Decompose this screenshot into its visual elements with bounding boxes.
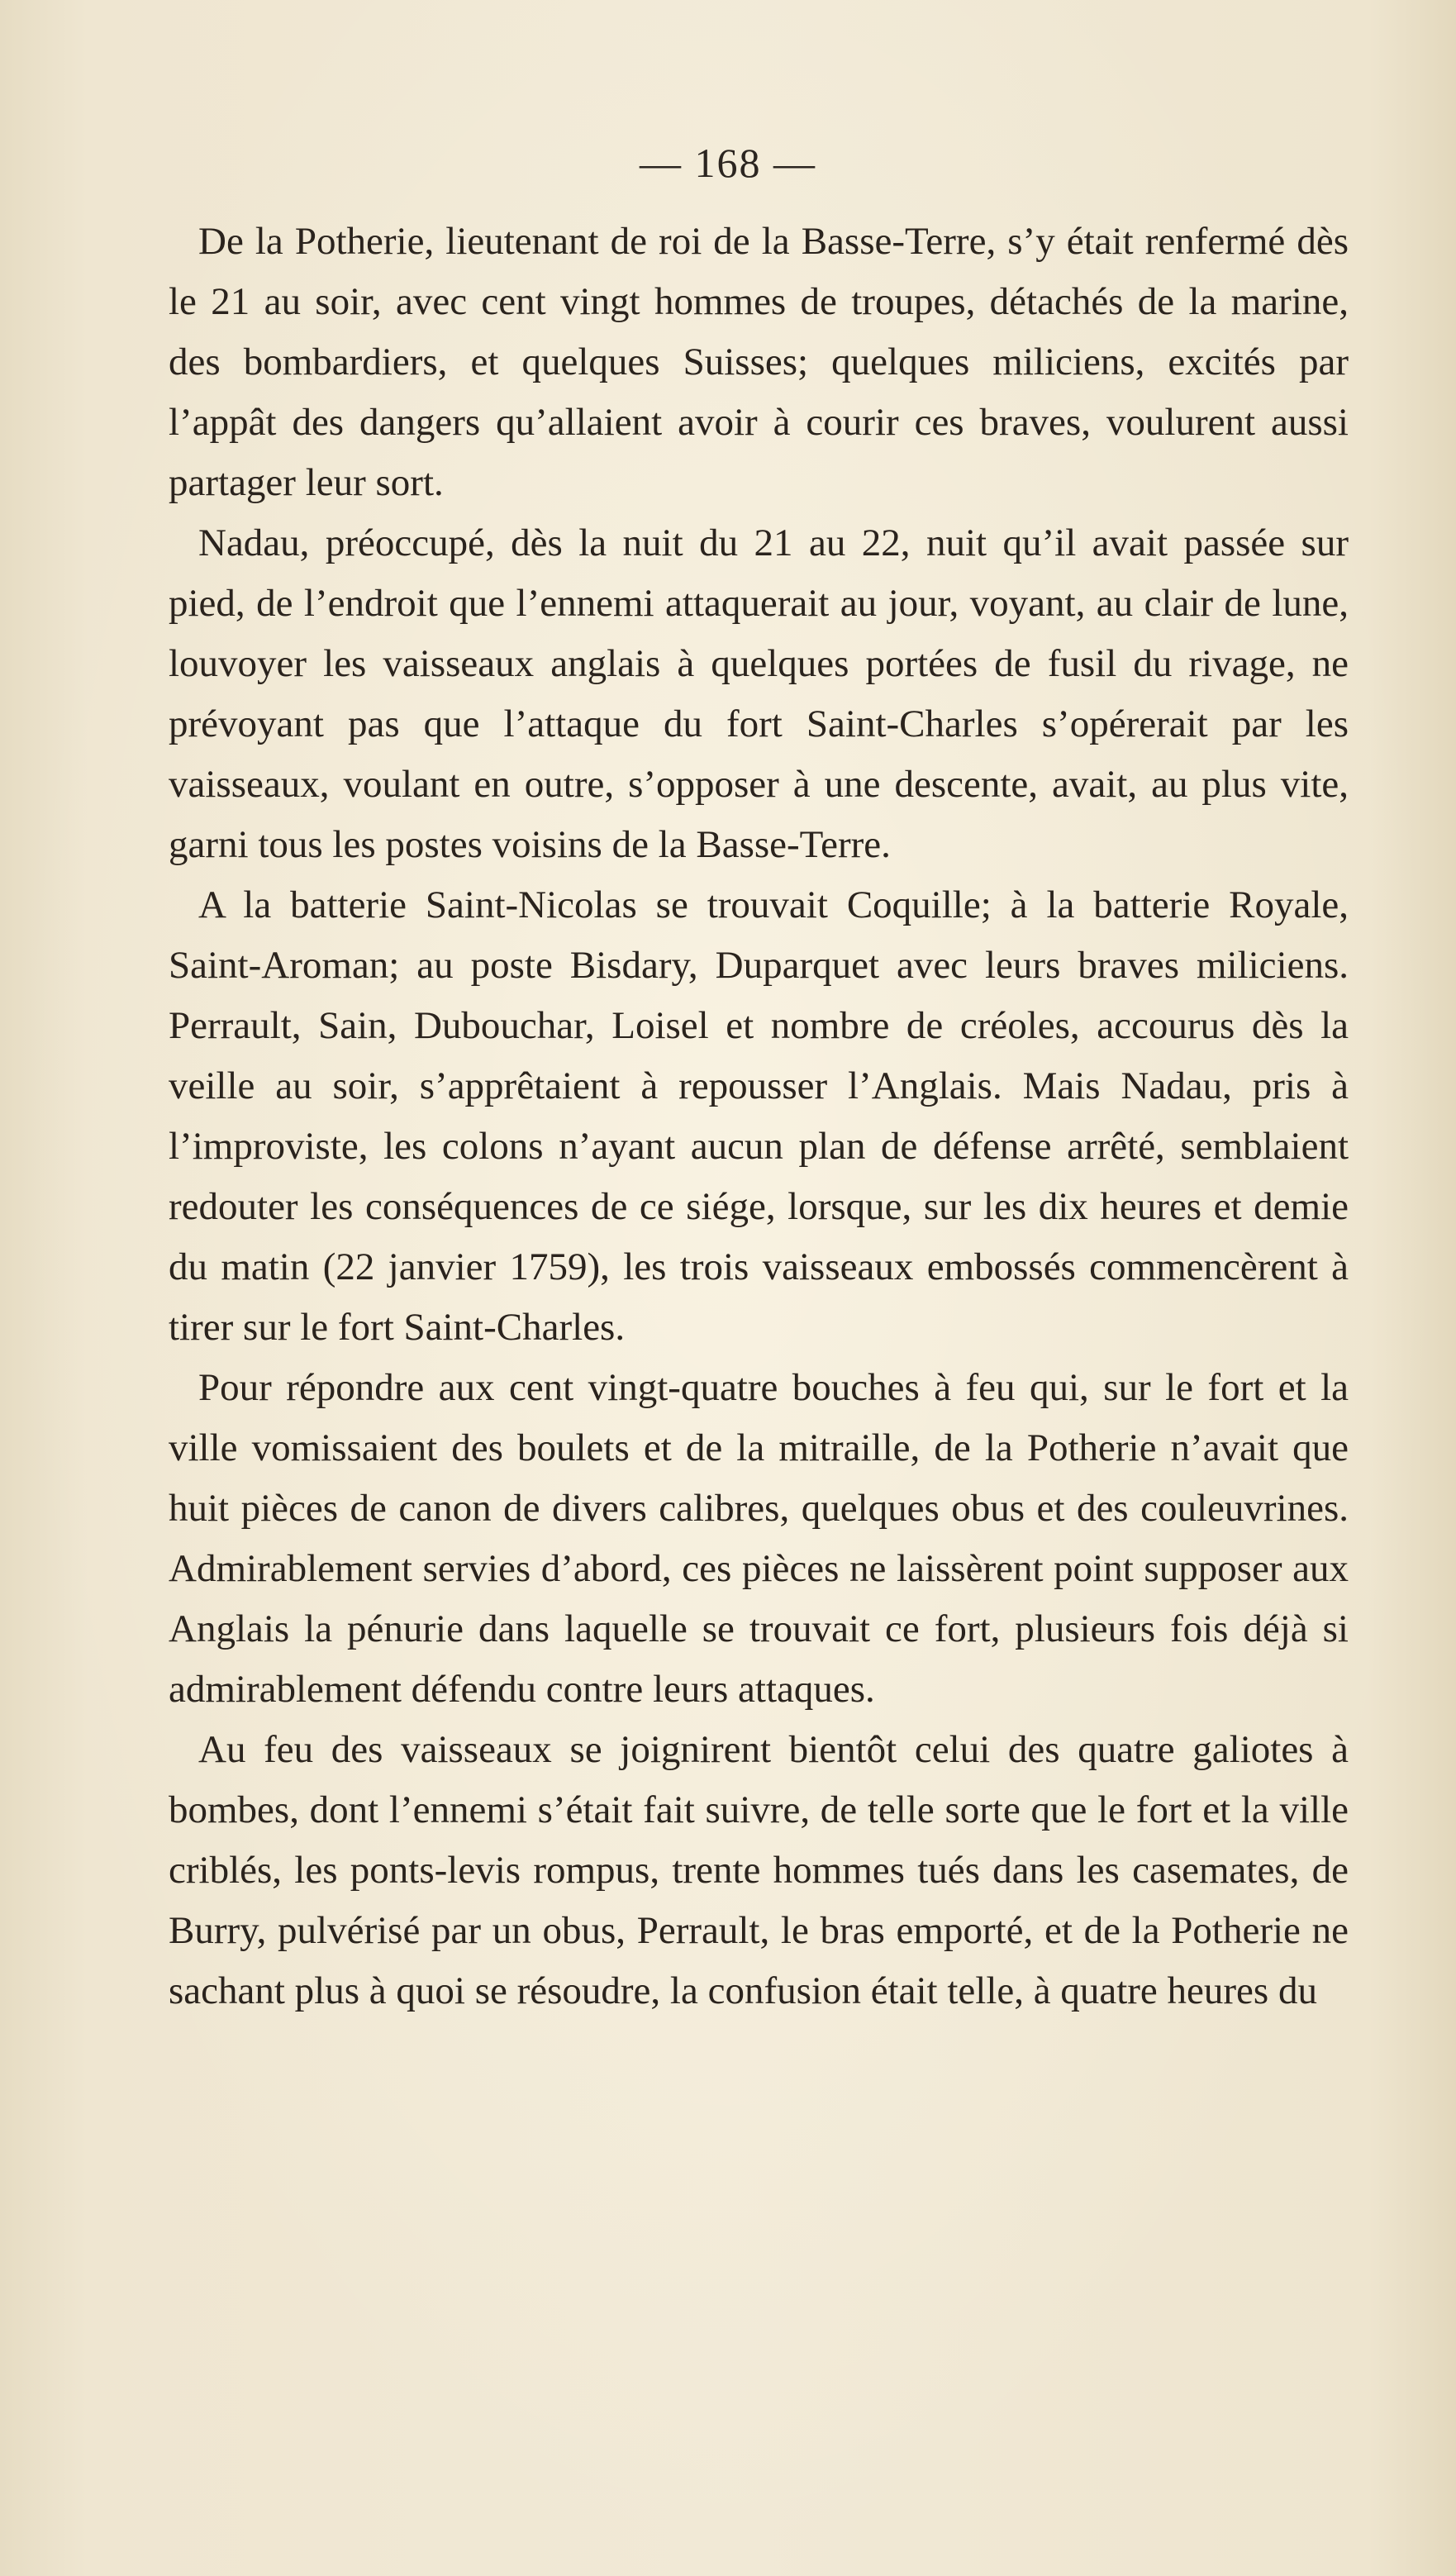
paragraph: Nadau, préoccupé, dès la nuit du 21 au 22, nuit qu’il avait passée sur pied, de l’endroit que l’ennemi attaquerait au jour, voyant, au clair de lune, louvoyer les vaisseaux anglais à quelques portées de fusil du rivage, ne prévoyant pas que l’attaque du fort Saint-Charles s’opérerait par les vaisseaux, voulant en outre, s’opposer à une descente, avait, au plus vite, garni tous les postes voisins de la Basse-Terre. xyxy=(169,521,1349,866)
paragraph: Au feu des vaisseaux se joignirent bientôt celui des quatre galiotes à bombes, dont l’ennemi s’était fait suivre, de telle sorte que le fort et la ville criblés, les ponts-levis rompus, trente hommes tués dans les casemates, de Burry, pulvérisé par un obus, Perrault, le bras emporté, et de la Potherie ne sachant plus à quoi se résoudre, la confusion était telle, à quatre heures du xyxy=(169,1728,1349,2012)
body-text xyxy=(169,212,1349,2021)
paragraph: Pour répondre aux cent vingt-quatre bouches à feu qui, sur le fort et la ville vomissaient des boulets et de la mitraille, de la Potherie n’avait que huit pièces de canon de divers calibres, quelques obus et des couleuvrines. Admirablement servies d’abord, ces pièces ne laissèrent point supposer aux Anglais la pénurie dans laquelle se trouvait ce fort, plusieurs fois déjà si admirablement défendu contre leurs attaques. xyxy=(169,1366,1349,1711)
paragraph: A la batterie Saint-Nicolas se trouvait Coquille; à la batterie Royale, Saint-Aroman; au poste Bisdary, Duparquet avec leurs braves miliciens. Perrault, Sain, Dubouchar, Loisel et nombre de créoles, accourus dès la veille au soir, s’apprêtaient à repousser l’Anglais. Mais Nadau, pris à l’improviste, les colons n’ayant aucun plan de défense arrêté, semblaient redouter les conséquences de ce siége, lorsque, sur les dix heures et demie du matin (22 janvier 1759), les trois vaisseaux embossés commencèrent à tirer sur le fort Saint-Charles. xyxy=(169,883,1349,1349)
page-number: — 168 — xyxy=(640,140,816,186)
paragraph: De la Potherie, lieutenant de roi de la Basse-Terre, s’y était renfermé dès le 21 au soir, avec cent vingt hommes de troupes, détachés de la marine, des bombardiers, et quelques Suisses; quelques miliciens, excités par l’appât des dangers qu’allaient avoir à courir ces braves, voulurent aussi partager leur sort. xyxy=(169,220,1349,504)
